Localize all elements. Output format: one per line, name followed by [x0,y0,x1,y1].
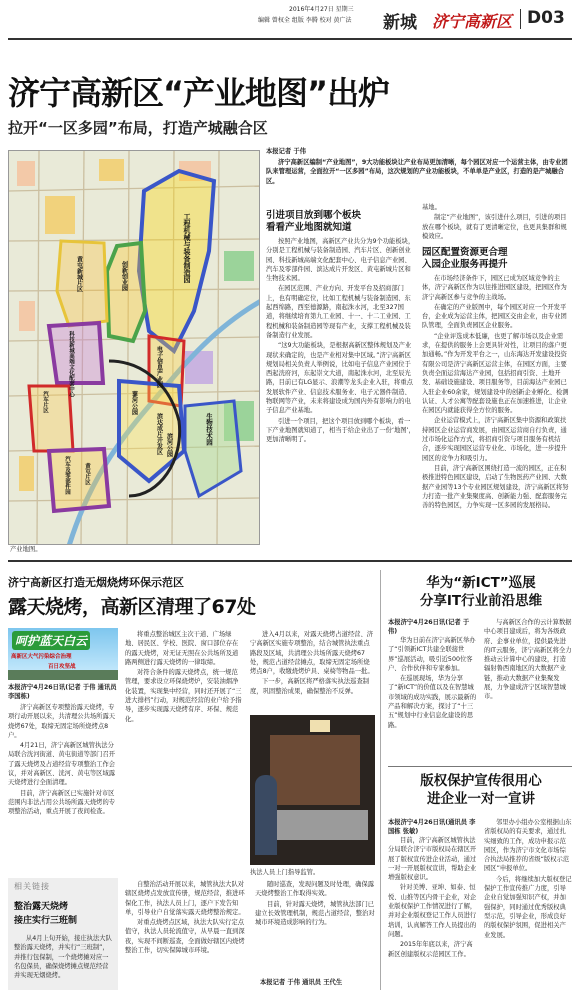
lead-col1 [266,237,416,549]
issue-date: 2016年4月27日 星期三 [289,6,354,13]
industry-map-svg [9,151,260,545]
map-label-machinery: 工程机械与装备制造园 [183,213,191,283]
masthead-rule [8,38,572,40]
bbq-title: 露天烧烤，高新区清理了67处 [8,596,256,618]
lead-col1-p2: 在园区范围、产业方向、开发平台及招商部门上，也有明确定位，比如工程机械与装备制造园、东起西绵路，西至德源路，南起洙水河，北至327国道，将继续培育第九工业园、十一、十二工业园、工程机械和装备制造园等现有产业，支撑工程机械及装备制造行业发展。 [266,285,411,339]
map-label-auto: 汽车片区 [42,391,48,413]
bbq-col3-p1: 进入4月以来，对露天烧烤占道经营、济宁高新区实施专项整治，结合城管执法重点路段及区域，共清理公共场所露天烧烤67处，规范占道经营摊点，取缔无固定场所烧烤点8户，收缴烧烤炉具、桌椅等物品一批。 [250,631,374,676]
photo-stall [270,735,360,805]
lead-col2-p1: 在市场经济条件下，园区已成为区域竞争的主体，济宁高新区作为以往推进园区建设，把园区作为济宁高新区参与竞争的主战场。 [422,275,567,301]
nct-col1-p1: 华为日前在济宁高新区举办了“引领新ICT共建全联接世界”巡展活动，吸引近500位客户、合作伙伴和专家参加。 [388,637,476,672]
lead-intro: 济宁高新区编制“产业地图”，9大功能板块让产业布局更加清晰，每个园区对应一个运营主体，由专业团队来管理运营，全面拉开“一区多园”布局，这次规划的产业功能板块，不单单是产业区，打造的是产城融合区。 [266,159,568,185]
masthead [0,0,580,38]
paper-name: 济宁高新区 [432,12,513,31]
lead-h2: 园区配置资源更合理 入园企业服务再提升 [422,247,508,270]
lead-title: 济宁高新区“产业地图”出炉 [8,74,390,112]
bbq-kicker: 济宁高新区打造无烟烧烤环保示范区 [8,576,184,589]
copyright-byline: 本报济宁4月26日讯(通讯员 李国栋 张敏) [388,819,476,836]
map-label-huangtun: 黄屯新城片区 [75,256,83,292]
lead-h1: 引进项目放到哪个板块 看看产业地图就知道 [266,210,362,233]
copyright-col2-p2: 今后，将继续加大版权登记保护工作宣传推广力度，引导企业自觉加强知识产权，并加强保护，同时通过优秀版权典型示范，引导企业，形成良好的版权保护氛围，促进相关产业发展。 [484,875,572,939]
bbq-bottom2-p2: 目前，针对露天烧烤，城管执法部门已建立长效管理机制，规范占道经营，整治对城市环境造成影响的行为。 [255,900,375,927]
column-divider [380,570,381,990]
nct-col2 [484,618,572,762]
bbq-col1-p2: 4月21日，济宁高新区城管执法分局联合洸河街道、黄屯街道等部门召开了露天烧烤及占道经营专项整治工作会议，并对高新区、洸河、黄屯等区域露天烧烤进行全面清理。 [8,742,116,787]
industry-map [8,150,260,545]
page-number: D03 [527,8,565,28]
nct-col2-p1: 与高新区合作的云计算数据中心项目建成后，将为各级政府、企事业单位，提供最先进的IT云服务，济宁高新区将全力推动云计算中心的建设，打造辐射鲁西南地区的大数据产业链，推动大数据产业集聚发展，力争建成济宁区域智慧城市。 [484,619,572,701]
bbq-banner-sub2: 百日攻坚战 [48,664,76,670]
map-label-liaohe-park: 蓼河公园 [130,391,138,415]
zone-innovation [107,243,145,341]
lead-byline: 本报记者 于伟 [266,148,306,155]
zone-binda [119,381,184,481]
lead-col1-p3: “这9大功能板块，是根据高新区整体规划及产业现状来确定的，也是产业相对集中区域。”济宁高新区规划局相关负责人举例说，比如电子信息产业园位于西起洸府河，东起崇文大道，南起洙水河，北至辰光路，目前已有LG显示、浪潮等龙头企业入驻，将重点发展软件产业、信息技术服务业、电子元器件制造、物联网等产业，未来将建设成为国内外有影响力的电子信息产业基地。 [266,342,413,415]
map-label-binda: 滨达成片开发区 [155,413,163,455]
lead-col2-p4: 企业运营模式上，济宁高新区集中资源和政策扶持园区企业运营商发展，由园区运营商自行负责，通过市场化运作方式，将招商引资与项目服务有机结合，逐步实现园区运营专业化、市场化，进一步提升园区的竞争力和吸引力。 [422,417,567,462]
related-links-body: 从4月上旬开始，接庄执法大队整治露天烧烤，并实行“三班制”，并推行包保制，一个烧烤摊对应一名包保员，确保烧烤摊点规范经营并实现无烟烧烤。 [14,935,112,980]
photo-person [255,775,277,855]
masthead-divider [520,9,521,29]
map-label-binhe-park: 滨河公园 [165,433,173,457]
lead-subtitle: 拉开“一区多园”布局，打造产城融合区 [8,119,268,137]
lead-col2-p2: 在确定的产业版图中，每个园区对应一个开发平台，企业成为运营主体，把园区交由企业，由专业团队管理，全面负责园区企业服务。 [422,303,567,330]
nct-title: 华为“新ICT”巡展 分享IT行业前沿思维 [419,575,543,609]
bbq-banner-title: 呵护蓝天白云 [12,631,90,650]
map-label-electronics: 电子信息产业园 [155,346,163,388]
copyright-col1-p2: 针对美博、亚坤、如泰、恒悦、山推等区内骨干企业，对企业版权保护工作情况进行了解，并对企业版权登记工作人员进行培训，认真解答工作人员提出的问题。 [388,884,477,938]
staff-line: 编辑 曾权全 组版 李腾 校对 黄广法 [258,17,352,24]
bbq-banner [8,628,118,680]
bbq-bottom [125,880,250,992]
lead-col2-p5: 目前，济宁高新区围绕打造一流的园区，正在积极推进特色园区建设，启动了生物医药产业园、大数据产业园等13个专业园区规划建设，济宁高新区将努力打造一批产业集聚度高、创新能力强、配套服务完善的特色园区，力争实现一区多园的发展格局。 [422,464,569,510]
map-label-biotech: 生物技术园 [205,413,213,446]
lead-col1-p1: 按照产业地图，高新区产业共分为9个功能板块，分别是工程机械与装备制造园、汽车片区、创新创业园、科技新城高端文化配套中心、电子信息产业园、汽车及零部件园、滨达成片开发区、黄屯新城片区和生物技术园。 [266,238,415,283]
related-links-header: 相关链接 [14,882,50,891]
copyright-col2-p1: 邻里办小组办公室根据山东省版权局的有关要求，通过扎实细致的工作，成功申报示范园区，作为济宁市文化市场综合执法局推荐的省级“版权示范园区”申报单位。 [484,819,572,873]
lead-col2-top-p2: 制定“产业地图”，该引进什么项目，引进的项目放在哪个板块，就有了更清晰定位，也更具集群和规模效应。 [422,214,567,239]
copyright-col1 [388,836,478,991]
copyright-col2 [484,818,572,991]
lead-col2-p3: “企业评选成本低廉，也更了解市场以及企业需求，在提供的服务上会更具针对性，让项目的落户更加通畅。”作为开发平台之一，山东海达开发建设投资有限公司是济宁高新区运营主体，在园区方面，主要负责全面运营海达产业园，包括招商引资、土地开发、基础设施建设、项目服务等，目前海达产业园已入驻企业60余家，规划建设中的创新企业孵化、检测认证、人才公寓等配套设施也正在加速推进，让企业在园区内就能获得全方位的服务。 [422,332,569,415]
bbq-col2 [125,630,243,878]
bbq-col2-p2: 对符合条件的露天烧烤点，统一规范管理，要求设立环保烧烤炉，安装油烟净化装置，实现集中经营，同时还开展了“三进大排档”行动，对规范经营的业户给予指导，逐步实现露天烧烤有序、环保、规范化。 [125,669,242,723]
lead-bottom-rule [8,560,572,562]
map-label-auto-parts: 汽车及零部件园 [64,456,70,495]
related-links-title: 整治露天烧烤 接庄实行三班制 [14,902,78,926]
map-caption: 产业地图。 [10,546,42,553]
section-name: 新城 [383,13,417,33]
bbq-col3-p2: 下一步，高新区将严格落实执法巡查制度，巩固整治成果，确保整治不反弹。 [250,678,370,695]
map-label-tech-city: 科技新城高端文化配套中心 [68,331,74,397]
nct-bottom-rule [388,766,572,767]
bbq-bottom2-p1: 随时巡查，发现问题及时处理，确保露天烧烤整治工作取得实效。 [255,881,375,898]
map-label-huangtun-zone: 黄屯片区 [84,463,90,485]
zone-biotech [185,401,241,496]
bbq-banner-sub: 高新区大气污染综合治理 [11,654,72,660]
map-label-innovation: 创新创业园 [120,261,128,291]
bbq-col1 [8,703,118,863]
bbq-byline: 本报济宁4月26日讯(记者 于伟 通讯员 李国栋) [8,684,117,701]
lead-col2 [422,274,572,549]
bbq-bottom-p1: 自整治活动开展以来，城管执法大队对辖区烧烤点发放宣传册，规范经营，推进环保化工作，执法人员上门，逐户下发告知单，引导业户自觉落实露天烧烤整治规定。 [125,881,245,916]
nct-col1-p2: 在巡展现场，华为分享了“新ICT”的价值以及在智慧城市领域的成功实践，展示最新的产品和解决方案，探讨了“十三五”规划中行业信息化建设的思路。 [388,675,477,729]
bbq-photo [250,715,375,865]
photo-grill [268,810,368,840]
bbq-col2-p1: 将重点整治城区主次干道、广场绿地、居民区、学校、医院、窗口部位存在的露天烧烤，对无证无照在公共场所及道路两侧进行露天烧烤的一律取缔。 [125,631,239,666]
lead-col2-top-p1: 基地。 [422,204,441,211]
copyright-title: 版权保护宣传很用心 进企业一对一宣讲 [420,773,542,807]
copyright-col1-p1: 目前，济宁高新区城管执法分局联合济宁市版权局在辖区开展了版权宣传进企业活动，通过一对一开展版权宣讲，帮助企业增强版权意识。 [388,837,477,882]
bbq-photo-caption: 执法人员上门指导监管。 [250,869,320,876]
zone-machinery [139,171,214,351]
bbq-bottom2 [255,880,375,975]
lead-col1-p4: 引进一个项目，把这个项目放到哪个板块，看一下产业地图就知道了，相当于给企业出了一份‘地图’，更加清晰明了。 [266,417,415,444]
bbq-col3 [250,630,375,710]
bbq-col1-p3: 目前，济宁高新区已实施针对市区范围内非法占用公共场所露天烧烤的专项整治活动，重点开展了夜间检查。 [8,789,116,816]
related-links-box [8,878,118,990]
bbq-bottom-p2: 对重点烧烤点区域，执法大队实行定点值守，执法人员轮流值守，从早晨一直到深夜，实现不间断巡查，全面做好辖区内烧烤整治工作，切实保障城市环境。 [125,919,245,955]
bbq-banner-skyline [8,670,118,680]
nct-col1 [388,636,478,762]
zone-auto-parts [49,449,109,511]
zone-tech-city [49,323,103,383]
copyright-col1-p3: 2015年年底以来，济宁高新区创建版权示范园区工作。 [388,941,473,958]
zone-auto [29,386,73,451]
bbq-byline-end: 本报记者 于伟 通讯员 王代生 [260,979,343,986]
bbq-col1-p1: 济宁高新区专项整治露天烧烤，专项行动开展以来，共清理公共场所露天烧烤67处，取缔无固定场所烧烤点8户。 [8,704,116,739]
photo-light [310,720,330,732]
lead-col2-top [422,203,572,239]
nct-byline: 本报济宁4月26日讯(记者 于伟) [388,619,470,636]
